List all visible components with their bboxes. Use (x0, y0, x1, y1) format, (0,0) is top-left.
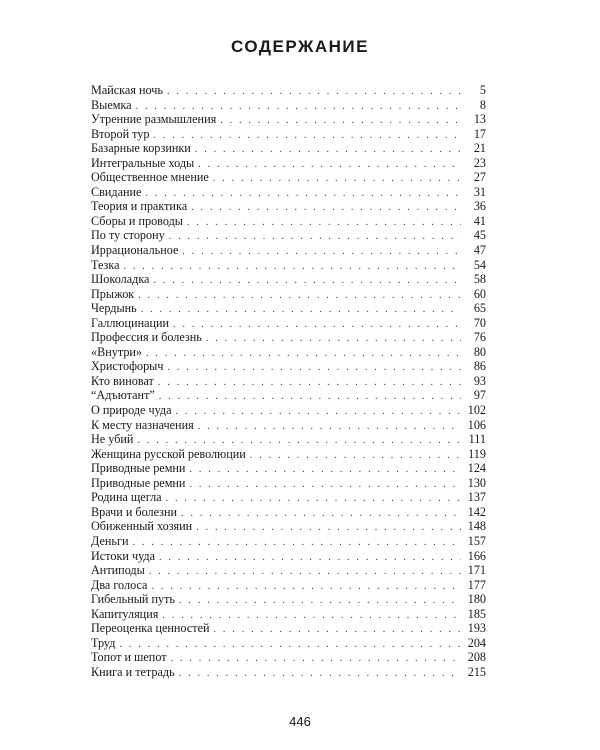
dot-leader (182, 245, 461, 260)
toc-entry (91, 665, 486, 680)
dot-leader (213, 172, 461, 187)
toc-entry (91, 301, 486, 316)
toc-entry-title: Прыжок (91, 286, 135, 301)
toc-entry (91, 636, 486, 651)
dot-leader (198, 420, 461, 435)
toc-entry-title: Второй тур (91, 126, 150, 141)
toc-entry-page: 23 (473, 155, 486, 170)
toc-entry-title: Обиженный хозяин (91, 519, 193, 534)
toc-entry (91, 519, 486, 534)
toc-entry-title: Христофорыч (91, 359, 164, 374)
toc-entry (91, 112, 486, 127)
toc-entry-page: 148 (467, 519, 486, 534)
toc-entry-title: К месту назначения (91, 417, 194, 432)
dot-leader (195, 143, 461, 158)
toc-entry-title: Труд (91, 635, 116, 650)
toc-entry (91, 650, 486, 665)
page-title: СОДЕРЖАНИЕ (231, 37, 369, 56)
toc-entry (91, 214, 486, 229)
toc-entry-page: 157 (467, 533, 486, 548)
toc-entry (91, 185, 486, 200)
toc-entry-title: Книга и тетрадь (91, 664, 175, 679)
toc-entry (91, 98, 486, 113)
toc-entry (91, 83, 486, 98)
toc-entry (91, 243, 486, 258)
toc-entry (91, 316, 486, 331)
toc-entry-page: 5 (479, 83, 486, 97)
toc-entry-page: 47 (473, 243, 486, 258)
toc-entry-page: 41 (473, 213, 486, 228)
toc-entry-title: Интегральные ходы (91, 155, 195, 170)
toc-entry (91, 563, 486, 578)
toc-entry-page: 130 (467, 475, 486, 490)
toc-entry (91, 374, 486, 389)
toc-entry (91, 490, 486, 505)
dot-leader (171, 652, 461, 667)
toc-entry-page: 70 (473, 315, 486, 330)
toc-entry-page: 124 (467, 461, 486, 476)
dot-leader (173, 318, 461, 333)
toc-entry (91, 578, 486, 593)
toc-entry-page: 80 (473, 344, 486, 359)
toc-entry-page: 13 (473, 112, 486, 127)
dot-leader (119, 638, 461, 653)
toc-entry-page: 193 (467, 621, 486, 636)
toc-entry-page: 65 (473, 301, 486, 316)
dot-leader (138, 289, 461, 304)
toc-entry-title: Иррациональное (91, 243, 179, 258)
dot-leader (167, 85, 461, 100)
toc-entry-page: 86 (473, 359, 486, 374)
toc-entry-title: Врачи и болезни (91, 504, 178, 519)
toc-entry-title: Профессия и болезнь (91, 330, 202, 345)
toc-entry-title: Кто виноват (91, 373, 154, 388)
toc-entry-title: Выемка (91, 97, 132, 112)
toc-entry (91, 403, 486, 418)
dot-leader (168, 361, 462, 376)
toc-entry (91, 272, 486, 287)
dot-leader (187, 216, 461, 231)
toc-entry (91, 432, 486, 447)
dot-leader (141, 303, 461, 318)
toc-entry-page: 185 (467, 606, 486, 621)
toc-entry-title: Теория и практика (91, 199, 188, 214)
dot-leader (151, 580, 461, 595)
toc-entry-page: 54 (473, 257, 486, 272)
toc-entry-title: Антиподы (91, 563, 145, 578)
toc-entry (91, 461, 486, 476)
toc-entry-title: Свидание (91, 184, 142, 199)
toc-entry (91, 127, 486, 142)
dot-leader (145, 187, 461, 202)
toc-entry-page: 93 (473, 373, 486, 388)
toc-entry-page: 21 (473, 141, 486, 156)
toc-entry-page: 58 (473, 272, 486, 287)
toc-entry (91, 330, 486, 345)
toc-entry-title: “Адъютант” (91, 388, 155, 403)
toc-entry (91, 447, 486, 462)
dot-leader (149, 565, 461, 580)
toc-entry-page: 31 (473, 184, 486, 199)
dot-leader (158, 376, 461, 391)
toc-entry-page: 171 (467, 563, 486, 578)
dot-leader (179, 667, 461, 682)
toc-entry-page: 142 (467, 504, 486, 519)
toc-entry-title: Женщина русской революции (91, 446, 246, 461)
dot-leader (191, 201, 461, 216)
toc-entry-title: Утренние размышления (91, 112, 217, 127)
dot-leader (206, 332, 461, 347)
dot-leader (153, 274, 461, 289)
toc-entry (91, 607, 486, 622)
toc-entry-page: 204 (467, 635, 486, 650)
toc-entry (91, 258, 486, 273)
toc-entry (91, 418, 486, 433)
dot-leader (179, 594, 461, 609)
toc-entry-title: Приводные ремни (91, 475, 186, 490)
page-number: 446 (289, 714, 311, 729)
dot-leader (189, 478, 461, 493)
toc-entry (91, 199, 486, 214)
toc-entry-title: Галлюцинации (91, 315, 170, 330)
toc-entry-title: Тезка (91, 257, 120, 272)
toc-entry-title: О природе чуда (91, 403, 172, 418)
toc-entry-page: 102 (467, 403, 486, 418)
toc-entry (91, 534, 486, 549)
dot-leader (220, 114, 461, 129)
dot-leader (132, 536, 461, 551)
toc-entry-page: 97 (473, 388, 486, 403)
toc-entry-title: Шоколадка (91, 272, 150, 287)
toc-entry (91, 287, 486, 302)
toc-entry-title: Сборы и проводы (91, 213, 183, 228)
toc-entry (91, 621, 486, 636)
toc-entry (91, 549, 486, 564)
dot-leader (181, 507, 461, 522)
dot-leader (196, 521, 461, 536)
toc-entry-title: Не убий (91, 432, 134, 447)
dot-leader (214, 623, 462, 638)
toc-entry-page: 36 (473, 199, 486, 214)
dot-leader (169, 230, 461, 245)
toc-entry-title: Приводные ремни (91, 461, 186, 476)
dot-leader (159, 390, 461, 405)
dot-leader (146, 347, 461, 362)
toc-entry-page: 111 (468, 432, 486, 447)
toc-entry (91, 345, 486, 360)
toc-entry-page: 17 (473, 126, 486, 141)
toc-entry-title: Гибельный путь (91, 592, 175, 607)
toc-entry-page: 8 (479, 97, 486, 112)
toc-entry-page: 76 (473, 330, 486, 345)
table-of-contents (91, 83, 486, 679)
dot-leader (124, 260, 462, 275)
toc-entry-page: 180 (467, 592, 486, 607)
dot-leader (250, 449, 461, 464)
toc-entry-title: Общественное мнение (91, 170, 209, 185)
toc-entry-title: Чердынь (91, 301, 137, 316)
toc-entry-title: Родина щегла (91, 490, 162, 505)
toc-entry (91, 476, 486, 491)
toc-entry-page: 106 (467, 417, 486, 432)
dot-leader (198, 158, 461, 173)
toc-entry-page: 208 (467, 650, 486, 665)
toc-entry (91, 505, 486, 520)
toc-entry-page: 215 (467, 664, 486, 679)
toc-entry-page: 177 (467, 577, 486, 592)
dot-leader (159, 551, 461, 566)
toc-entry (91, 156, 486, 171)
toc-entry-page: 137 (467, 490, 486, 505)
toc-entry-page: 119 (468, 446, 486, 461)
toc-entry (91, 388, 486, 403)
toc-entry (91, 359, 486, 374)
toc-entry (91, 228, 486, 243)
toc-entry-title: Переоценка ценностей (91, 621, 210, 636)
toc-entry-page: 27 (473, 170, 486, 185)
dot-leader (189, 463, 461, 478)
toc-entry (91, 170, 486, 185)
toc-entry-title: Капитуляция (91, 606, 159, 621)
toc-entry (91, 592, 486, 607)
toc-entry-title: Истоки чуда (91, 548, 156, 563)
toc-entry-title: Два голоса (91, 577, 148, 592)
toc-entry-title: «Внутри» (91, 344, 143, 359)
dot-leader (154, 129, 462, 144)
toc-entry-page: 45 (473, 228, 486, 243)
toc-entry-title: Майская ночь (91, 83, 163, 97)
toc-entry-title: По ту сторону (91, 228, 165, 243)
toc-entry-page: 60 (473, 286, 486, 301)
toc-entry-title: Базарные корзинки (91, 141, 191, 156)
dot-leader (176, 405, 461, 420)
toc-entry-title: Топот и шепот (91, 650, 167, 665)
toc-entry (91, 141, 486, 156)
toc-entry-page: 166 (467, 548, 486, 563)
toc-entry-title: Деньги (91, 533, 129, 548)
dot-leader (166, 492, 461, 507)
